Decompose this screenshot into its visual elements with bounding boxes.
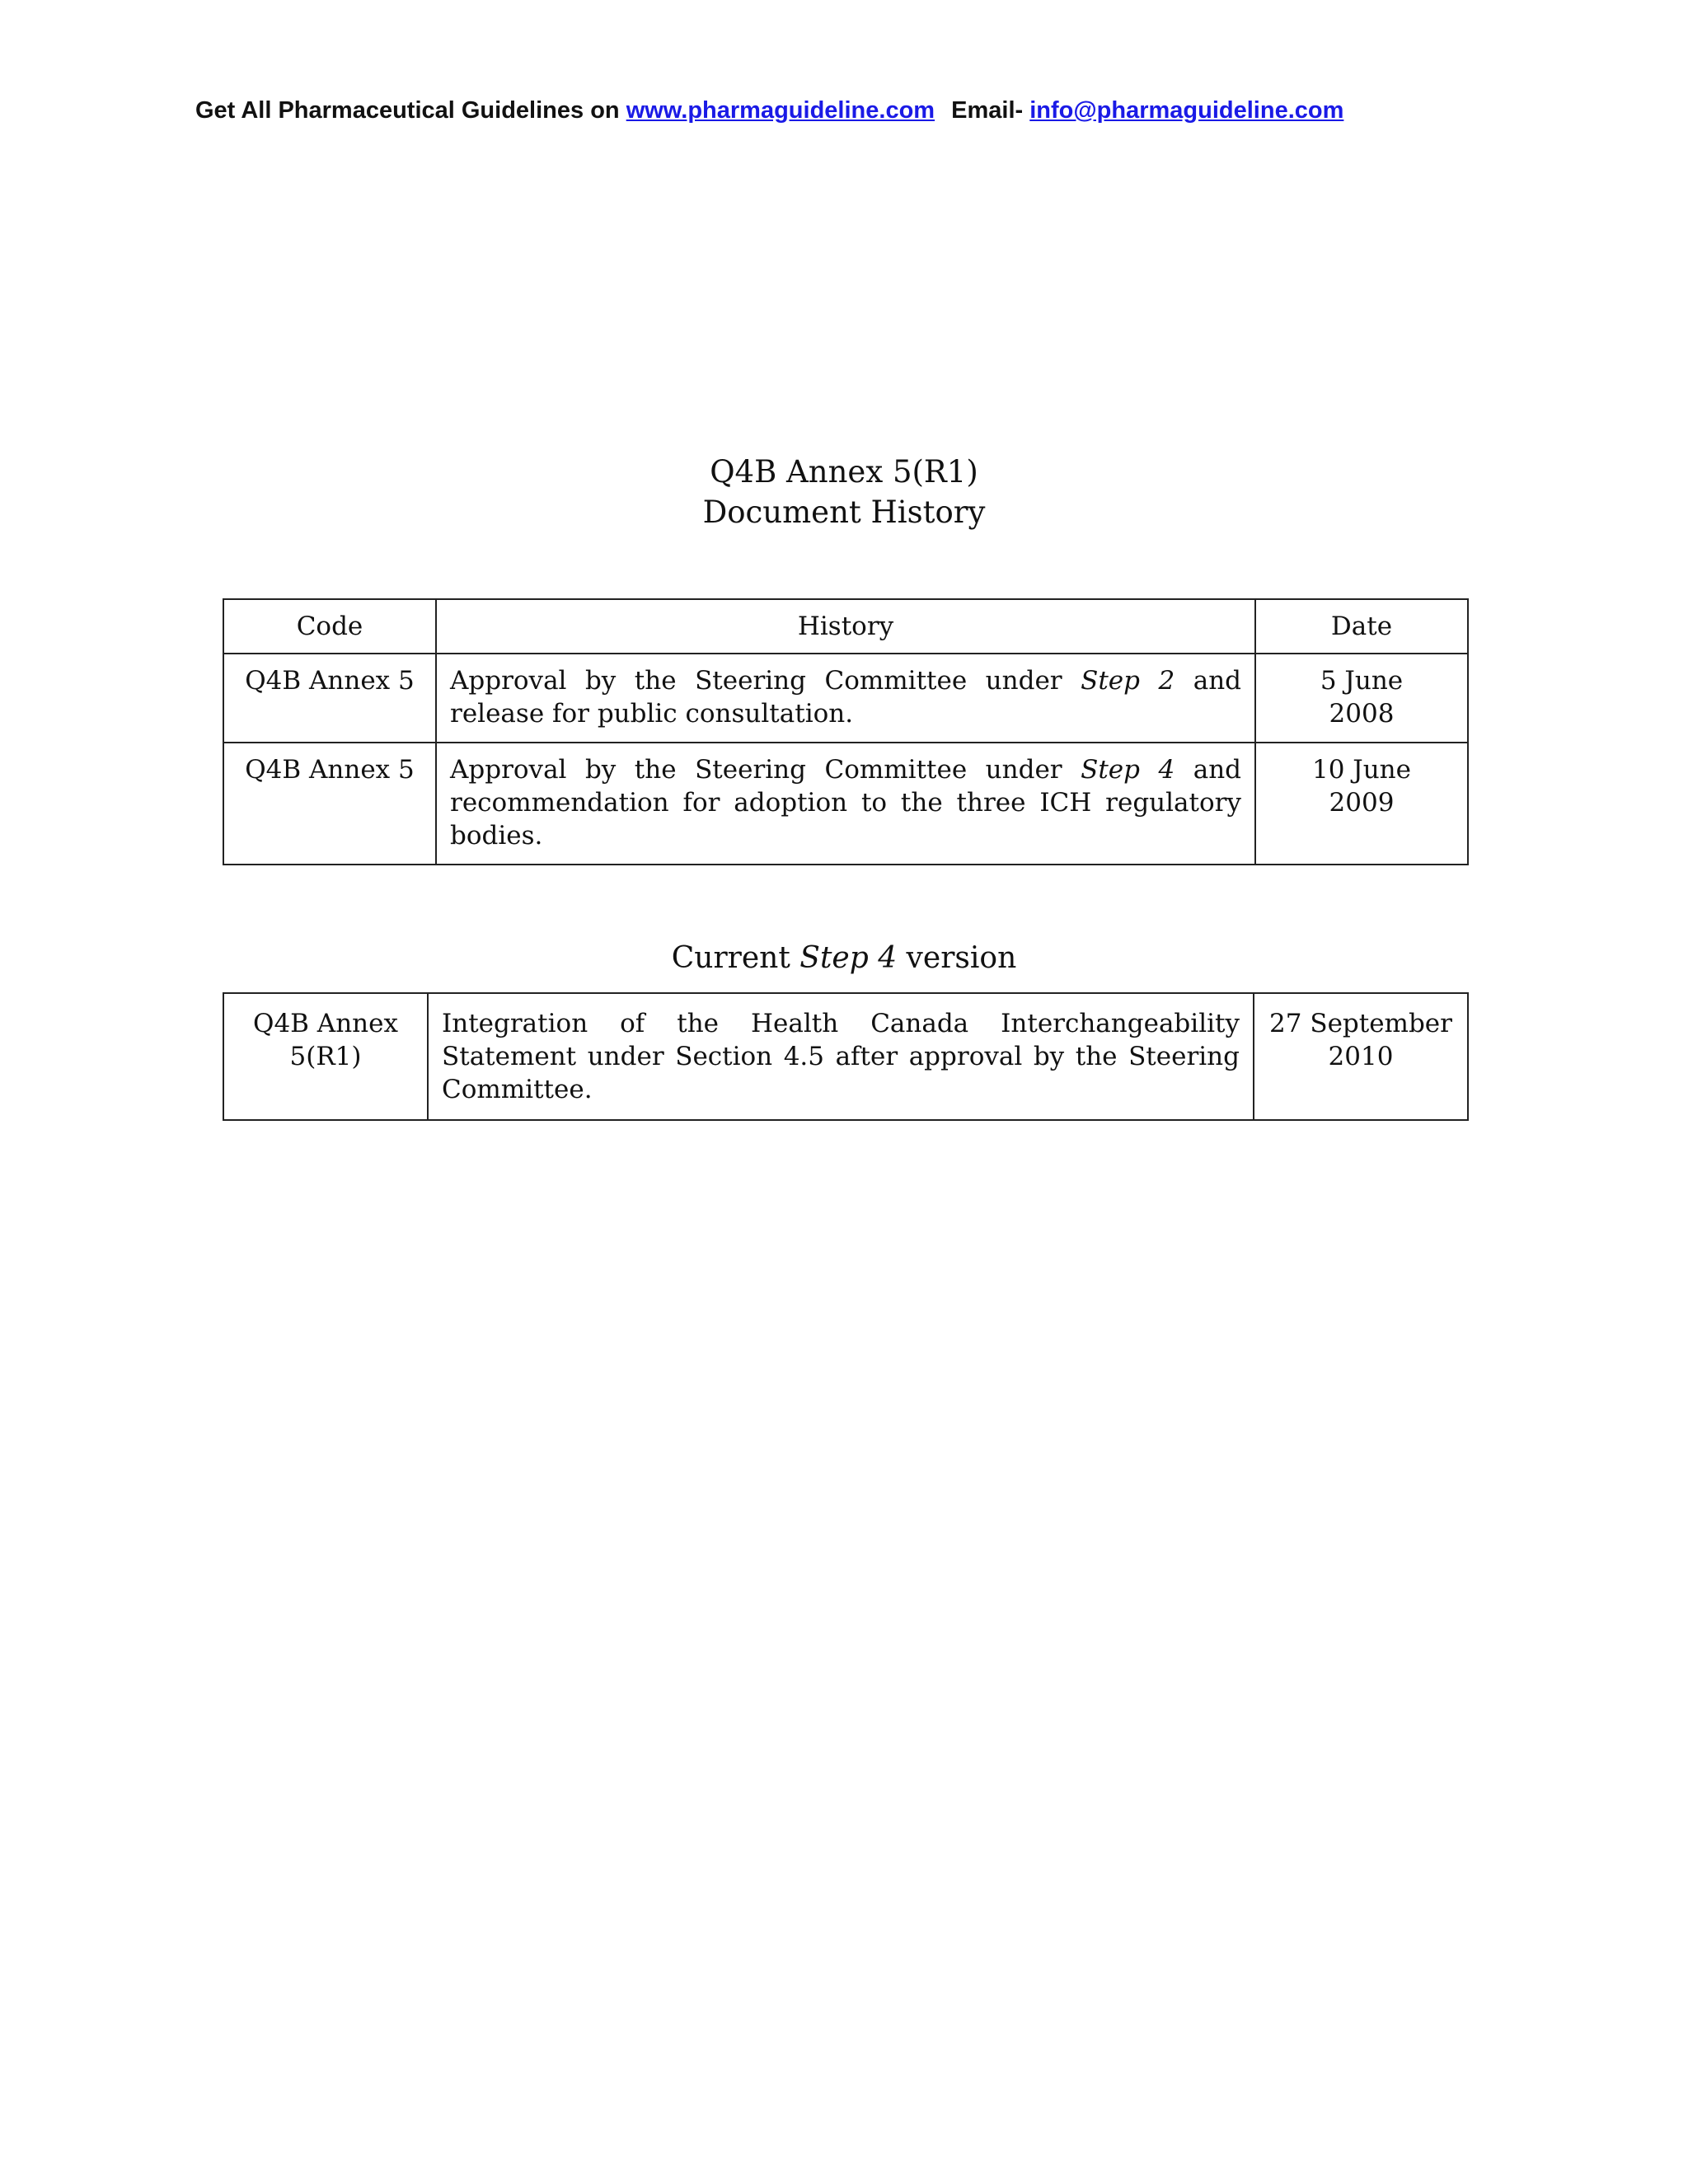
- current-heading-step: Step 4: [799, 941, 898, 975]
- table-row: [223, 993, 1468, 1120]
- current-date: [1254, 993, 1468, 1120]
- header-date: Date: [1255, 599, 1468, 654]
- date-line-2: 2008: [1329, 699, 1395, 729]
- current-code: [223, 993, 428, 1120]
- current-history: Integration of the Health Canada Interchangeability Statement under Section 4.5 after approval by the Steering Committee.: [428, 993, 1254, 1120]
- current-heading-after: version: [897, 941, 1017, 975]
- title-line-1: Q4B Annex 5(R1): [710, 454, 978, 490]
- history-table: [223, 598, 1469, 865]
- date-line-2: 2010: [1328, 1042, 1394, 1071]
- header-code: Code: [223, 599, 436, 654]
- row-history: [436, 743, 1255, 865]
- header-prefix: Get All Pharmaceutical Guidelines on: [195, 97, 620, 124]
- page-header: [195, 97, 1343, 124]
- history-step: Step 4: [1081, 755, 1175, 785]
- email-link[interactable]: info@pharmaguideline.com: [1029, 97, 1344, 124]
- history-text-after: and recommendation for adoption to the three ICH regulatory bodies.: [450, 755, 1242, 851]
- current-version-table: [223, 992, 1469, 1121]
- history-table-header-row: [223, 599, 1468, 654]
- date-line-1: 5 June: [1320, 666, 1404, 696]
- document-title: [0, 452, 1688, 532]
- row-date: [1255, 654, 1468, 743]
- history-text-before: Approval by the Steering Committee under: [450, 666, 1081, 696]
- header-history: History: [436, 599, 1255, 654]
- row-date: [1255, 743, 1468, 865]
- title-line-2: Document History: [702, 494, 986, 530]
- code-line-2: 5(R1): [289, 1042, 362, 1071]
- history-text-after: and release for public consultation.: [450, 666, 1242, 729]
- email-label: Email-: [951, 97, 1024, 124]
- current-version-heading: [0, 941, 1688, 975]
- current-heading-before: Current: [671, 941, 800, 975]
- table-row: [223, 743, 1468, 865]
- history-text-before: Approval by the Steering Committee under: [450, 755, 1081, 785]
- row-history: [436, 654, 1255, 743]
- table-row: [223, 654, 1468, 743]
- website-link[interactable]: www.pharmaguideline.com: [626, 97, 935, 124]
- code-line-1: Q4B Annex: [253, 1009, 398, 1038]
- history-step: Step 2: [1081, 666, 1175, 696]
- date-line-1: 10 June: [1311, 755, 1411, 785]
- date-line-2: 2009: [1329, 788, 1395, 818]
- date-line-1: 27 September: [1269, 1009, 1452, 1038]
- row-code: Q4B Annex 5: [223, 654, 436, 743]
- row-code: Q4B Annex 5: [223, 743, 436, 865]
